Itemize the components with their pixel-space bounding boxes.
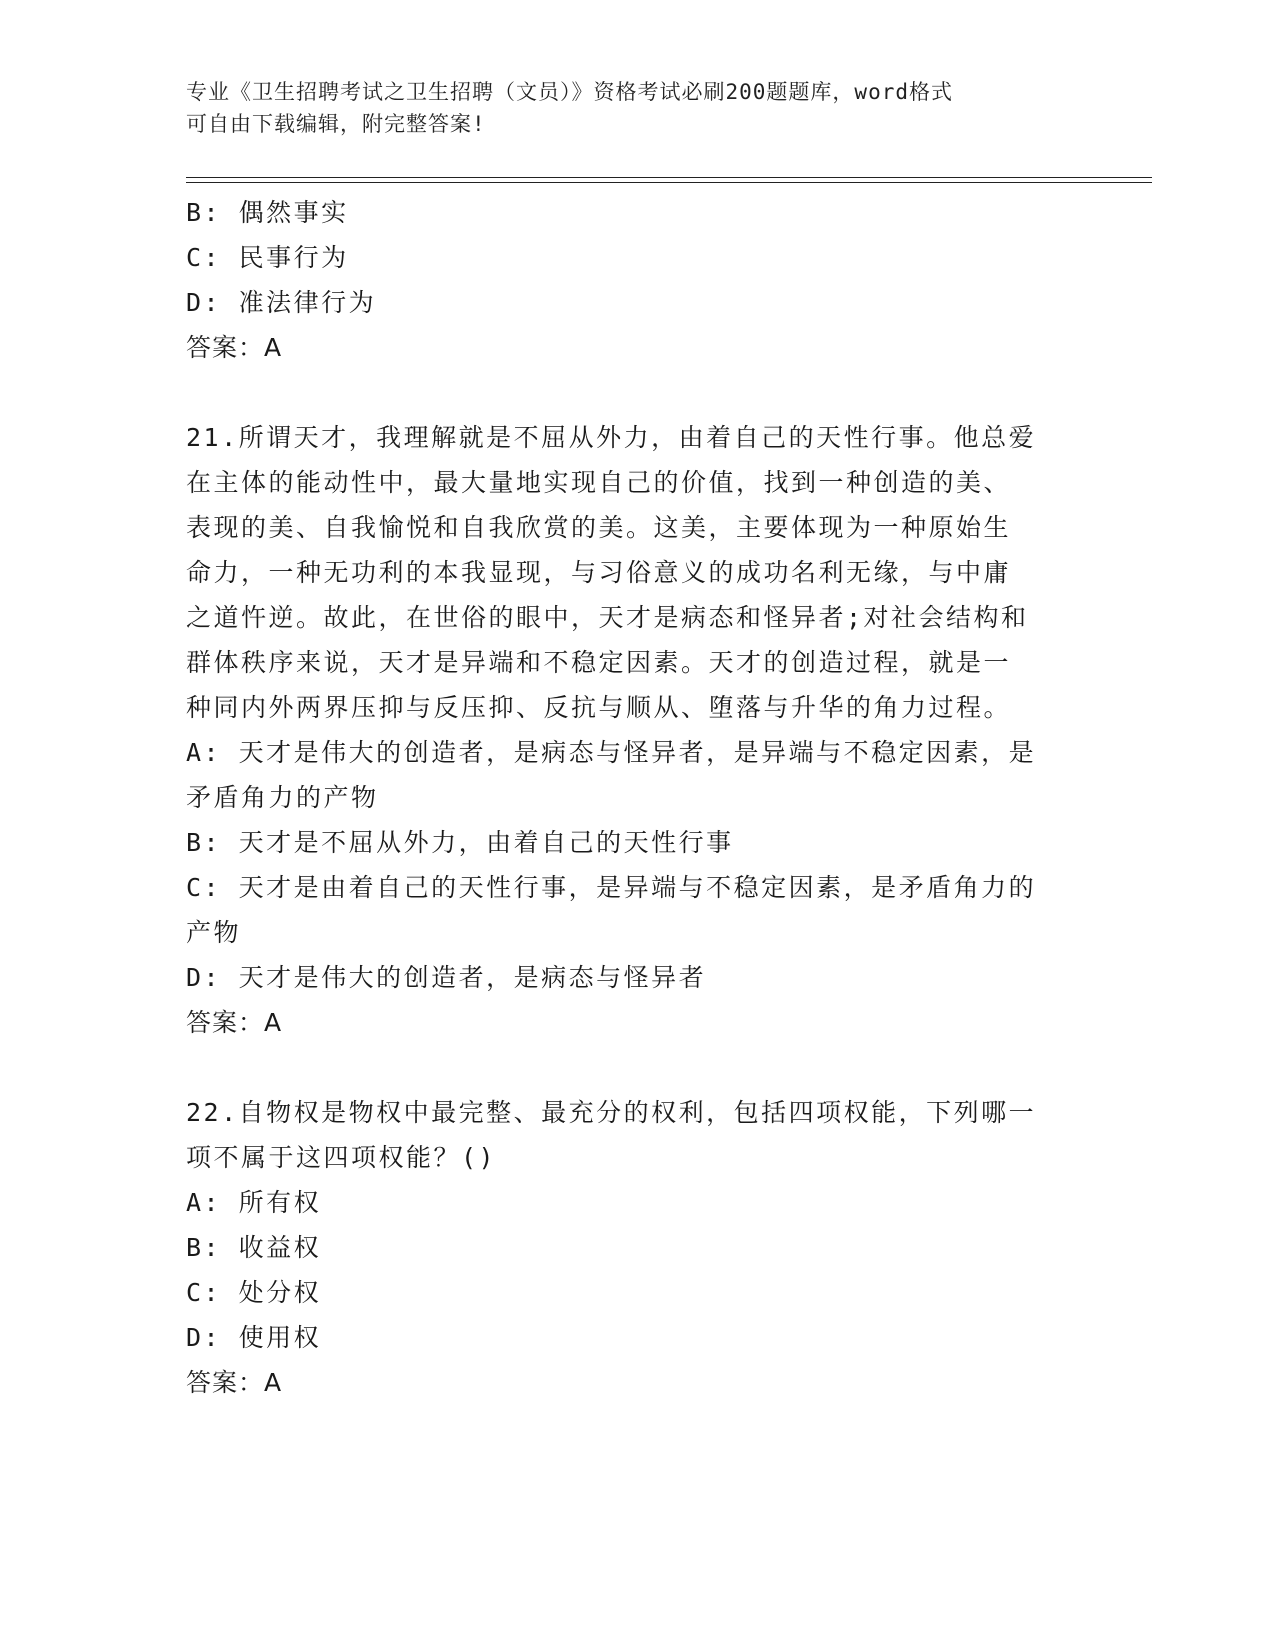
- header-line: 专业《卫生招聘考试之卫生招聘（文员）》资格考试必刷200题题库，word格式: [186, 80, 953, 104]
- question-stem-line: 21.所谓天才，我理解就是不屈从外力，由着自己的天性行事。他总爱: [186, 423, 1037, 452]
- option-b: B: 偶然事实: [186, 198, 349, 227]
- question-stem-line: 之道忤逆。故此，在世俗的眼中，天才是病态和怪异者;对社会结构和: [186, 603, 1029, 632]
- question-stem-line: 22.自物权是物权中最完整、最充分的权利，包括四项权能，下列哪一: [186, 1098, 1037, 1127]
- option-c: C: 天才是由着自己的天性行事，是异端与不稳定因素，是矛盾角力的: [186, 873, 1037, 902]
- spacer: [186, 1045, 1086, 1090]
- page-header: [186, 76, 1066, 140]
- option-b: B: 天才是不屈从外力，由着自己的天性行事: [186, 828, 734, 857]
- header-line: 可自由下载编辑，附完整答案!: [186, 112, 486, 136]
- option-a: A: 所有权: [186, 1188, 322, 1217]
- header-divider: [186, 182, 1152, 183]
- option-d: D: 准法律行为: [186, 288, 377, 317]
- option-d: D: 天才是伟大的创造者，是病态与怪异者: [186, 963, 707, 992]
- option-c: C: 民事行为: [186, 243, 349, 272]
- question-20-continued: [186, 190, 1086, 370]
- answer-line: 答案：A: [186, 1368, 283, 1397]
- question-stem-line: 种同内外两界压抑与反压抑、反抗与顺从、堕落与升华的角力过程。: [186, 693, 1012, 722]
- option-c: C: 处分权: [186, 1278, 322, 1307]
- option-a-continued: 矛盾角力的产物: [186, 783, 379, 812]
- question-21: [186, 415, 1086, 1045]
- question-stem-line: 群体秩序来说，天才是异端和不稳定因素。天才的创造过程，就是一: [186, 648, 1012, 677]
- option-c-continued: 产物: [186, 918, 242, 947]
- header-divider: [186, 177, 1152, 178]
- option-a: A: 天才是伟大的创造者，是病态与怪异者，是异端与不稳定因素，是: [186, 738, 1037, 767]
- question-stem-line: 在主体的能动性中，最大量地实现自己的价值，找到一种创造的美、: [186, 468, 1012, 497]
- question-22: [186, 1090, 1086, 1405]
- spacer: [186, 370, 1086, 415]
- question-stem-line: 命力，一种无功利的本我显现，与习俗意义的成功名利无缘，与中庸: [186, 558, 1012, 587]
- document-body: [186, 190, 1086, 1405]
- answer-line: 答案：A: [186, 1008, 283, 1037]
- answer-line: 答案：A: [186, 333, 283, 362]
- question-stem-line: 表现的美、自我愉悦和自我欣赏的美。这美，主要体现为一种原始生: [186, 513, 1012, 542]
- option-d: D: 使用权: [186, 1323, 322, 1352]
- option-b: B: 收益权: [186, 1233, 322, 1262]
- question-stem-line: 项不属于这四项权能？(): [186, 1143, 497, 1172]
